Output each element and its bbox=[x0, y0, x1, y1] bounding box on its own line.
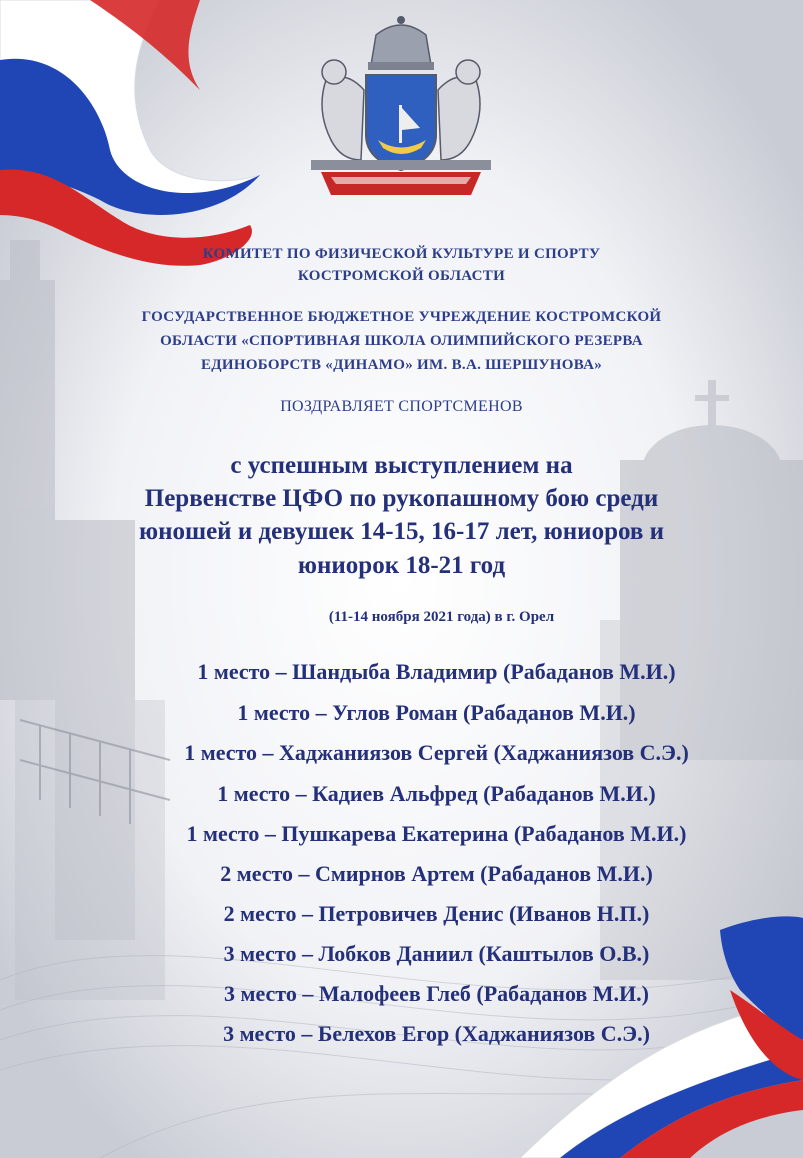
headline-line-2: Первенстве ЦФО по рукопашному бою среди bbox=[144, 485, 659, 512]
headline-line-4: юниорок 18-21 год bbox=[297, 552, 506, 579]
committee-line-2: КОСТРОМСКОЙ ОБЛАСТИ bbox=[297, 268, 506, 284]
result-line: 3 место – Малофеев Глеб (Рабаданов М.И.) bbox=[224, 981, 649, 1006]
result-line: 1 место – Шандыба Владимир (Рабаданов М.И.) bbox=[197, 659, 676, 684]
result-line: 1 место – Хаджаниязов Сергей (Хаджаниязов С.Э.) bbox=[184, 740, 689, 765]
result-line: 1 место – Углов Роман (Рабаданов М.И.) bbox=[237, 700, 636, 725]
result-line: 3 место – Лобков Даниил (Каштылов О.В.) bbox=[223, 941, 650, 966]
institution-line-2: ОБЛАСТИ «СПОРТИВНАЯ ШКОЛА ОЛИМПИЙСКОГО РЕЗЕРВА bbox=[160, 333, 643, 349]
institution-line-3: ЕДИНОБОРСТВ «ДИНАМО» ИМ. В.А. ШЕРШУНОВА» bbox=[200, 357, 603, 373]
result-line: 1 место – Кадиев Альфред (Рабаданов М.И.) bbox=[217, 781, 656, 806]
kostroma-coat-of-arms-icon bbox=[286, 10, 516, 200]
committee-line-1: КОМИТЕТ ПО ФИЗИЧЕСКОЙ КУЛЬТУРЕ И СПОРТУ bbox=[202, 246, 601, 262]
congrats-line: ПОЗДРАВЛЯЕТ СПОРТСМЕНОВ bbox=[280, 398, 523, 415]
result-line: 2 место – Смирнов Артем (Рабаданов М.И.) bbox=[220, 861, 653, 886]
result-line: 3 место – Белехов Егор (Хаджаниязов С.Э.) bbox=[223, 1021, 650, 1046]
institution-line-1: ГОСУДАРСТВЕННОЕ БЮДЖЕТНОЕ УЧРЕЖДЕНИЕ КОСТРОМСКОЙ bbox=[141, 309, 662, 325]
result-line: 1 место – Пушкарева Екатерина (Рабаданов М.И.) bbox=[186, 821, 687, 846]
event-dates: (11-14 ноября 2021 года) в г. Орел bbox=[328, 609, 555, 625]
headline-line-3: юношей и девушек 14-15, 16-17 лет, юниоров и bbox=[138, 518, 665, 545]
headline-line-1: с успешным выступлением на bbox=[230, 452, 573, 479]
result-line: 2 место – Петровичев Денис (Иванов Н.П.) bbox=[223, 901, 650, 926]
